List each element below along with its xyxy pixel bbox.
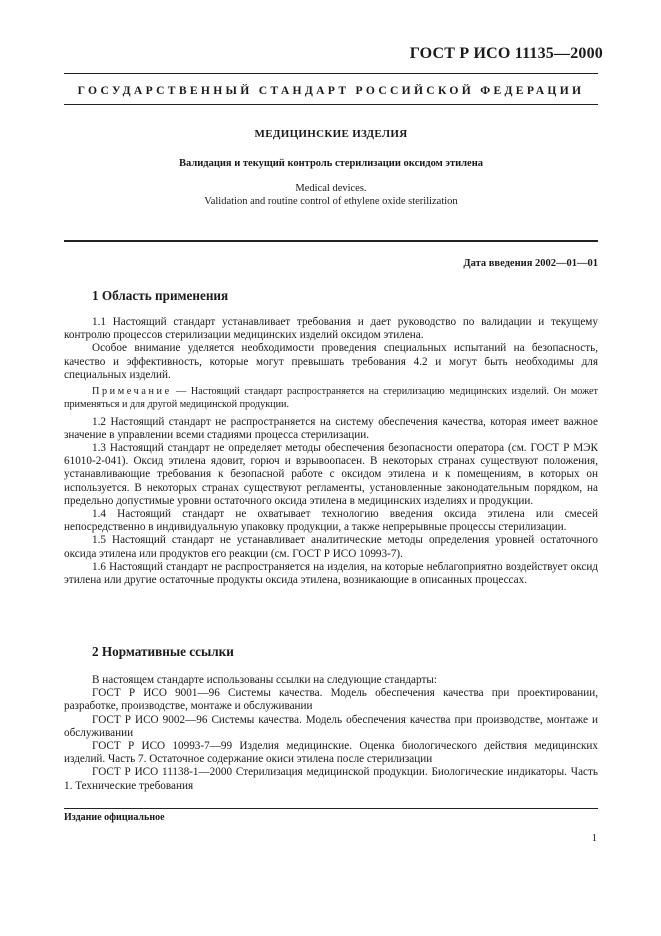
section-1-body (64, 316, 598, 587)
note-text: — Настоящий стандарт распространяется на стерилизацию медицинских изделий. Он может применяться и для другой медицинской продукции. (64, 386, 598, 410)
edition-label: Издание официальное (64, 812, 165, 823)
reference-item: ГОСТ Р ИСО 9002—96 Системы качества. Модель обеспечения качества при производстве, монтаже и обслуживании (64, 713, 598, 739)
section-1-heading: 1 Область применения (92, 288, 229, 303)
introduction-date: Дата введения 2002—01—01 (463, 258, 598, 269)
note (64, 386, 598, 412)
paragraph-1-1: 1.1 Настоящий стандарт устанавливает требования и дает руководство по валидации и текущему контролю процессов стерилизации медицинских изделий оксидом этилена. (64, 316, 598, 342)
standard-banner: ГОСУДАРСТВЕННЫЙ СТАНДАРТ РОССИЙСКОЙ ФЕДЕРАЦИИ (77, 84, 585, 97)
document-subtitle: Валидация и текущий контроль стерилизации оксидом этилена (178, 158, 484, 169)
paragraph-1-5: 1.5 Настоящий стандарт не устанавливает аналитические методы определения уровней остаточного оксида этилена или продуктов его реакции (см. ГОСТ Р ИСО 10993-7). (64, 534, 598, 560)
document-number: ГОСТ Р ИСО 11135—2000 (409, 45, 603, 62)
reference-item: ГОСТ Р ИСО 11138-1—2000 Стерилизация медицинской продукции. Биологические индикаторы. Часть 1. Технические требования (64, 766, 598, 792)
note-label: Примечание (92, 386, 172, 398)
paragraph-1-1-continued: Особое внимание уделяется необходимости проведения специальных испытаний на безопасность, качество и эффективность, которые могут превышать требования 4.2 и могут быть необходимы для специальных изделий. (64, 342, 598, 381)
header-divider-bottom (64, 104, 598, 105)
paragraph-1-6: 1.6 Настоящий стандарт не распространяется на изделия, на которые неблагоприятно воздействует оксид этилена или другие остаточные продукты оксида этилена, возникающие в описанных процессах. (64, 560, 598, 587)
reference-item: ГОСТ Р ИСО 9001—96 Системы качества. Модель обеспечения качества при проектировании, разработке, производстве, монтаже и обслуживании (64, 687, 598, 713)
paragraph-1-3: 1.3 Настоящий стандарт не определяет методы обеспечения безопасности оператора (см. ГОСТ Р МЭК 61010-2-041). Оксид этилена ядовит, горюч и взрывоопасен. В некоторых странах существуют положения, устанавливающие требования к безопасной работе с оксидом этилена и к помещениям, в которых он используется. В некоторых странах существуют регламенты, установленные законодательным порядком, на предельно допустимые уровни остаточного оксида этилена в медицинских изделиях и продукции. (64, 442, 598, 507)
footer-divider (64, 808, 598, 809)
reference-item: ГОСТ Р ИСО 10993-7—99 Изделия медицинские. Оценка биологического действия медицинских изделий. Часть 7. Остаточное содержание окиси этилена после стерилизации (64, 740, 598, 766)
english-title-line2: Validation and routine control of ethylene oxide sterilization (204, 196, 458, 207)
title-divider (64, 240, 598, 242)
english-title-line1: Medical devices. (295, 183, 367, 194)
section-2-body (64, 674, 598, 793)
page-number: 1 (591, 833, 597, 844)
document-title: МЕДИЦИНСКИЕ ИЗДЕЛИЯ (254, 128, 408, 140)
section-2-heading: 2 Нормативные ссылки (92, 644, 234, 659)
references-intro: В настоящем стандарте использованы ссылки на следующие стандарты: (92, 674, 437, 686)
paragraph-1-2: 1.2 Настоящий стандарт не распространяется на систему обеспечения качества, которая имеет важное значение в управлении всеми стадиями процесса стерилизации. (64, 415, 598, 441)
paragraph-1-4: 1.4 Настоящий стандарт не охватывает технологию введения оксида этилена или смесей непосредственно в индивидуальную упаковку продукции, а также непрерывные процессы стерилизации. (64, 508, 598, 534)
header-divider-top (64, 73, 598, 74)
